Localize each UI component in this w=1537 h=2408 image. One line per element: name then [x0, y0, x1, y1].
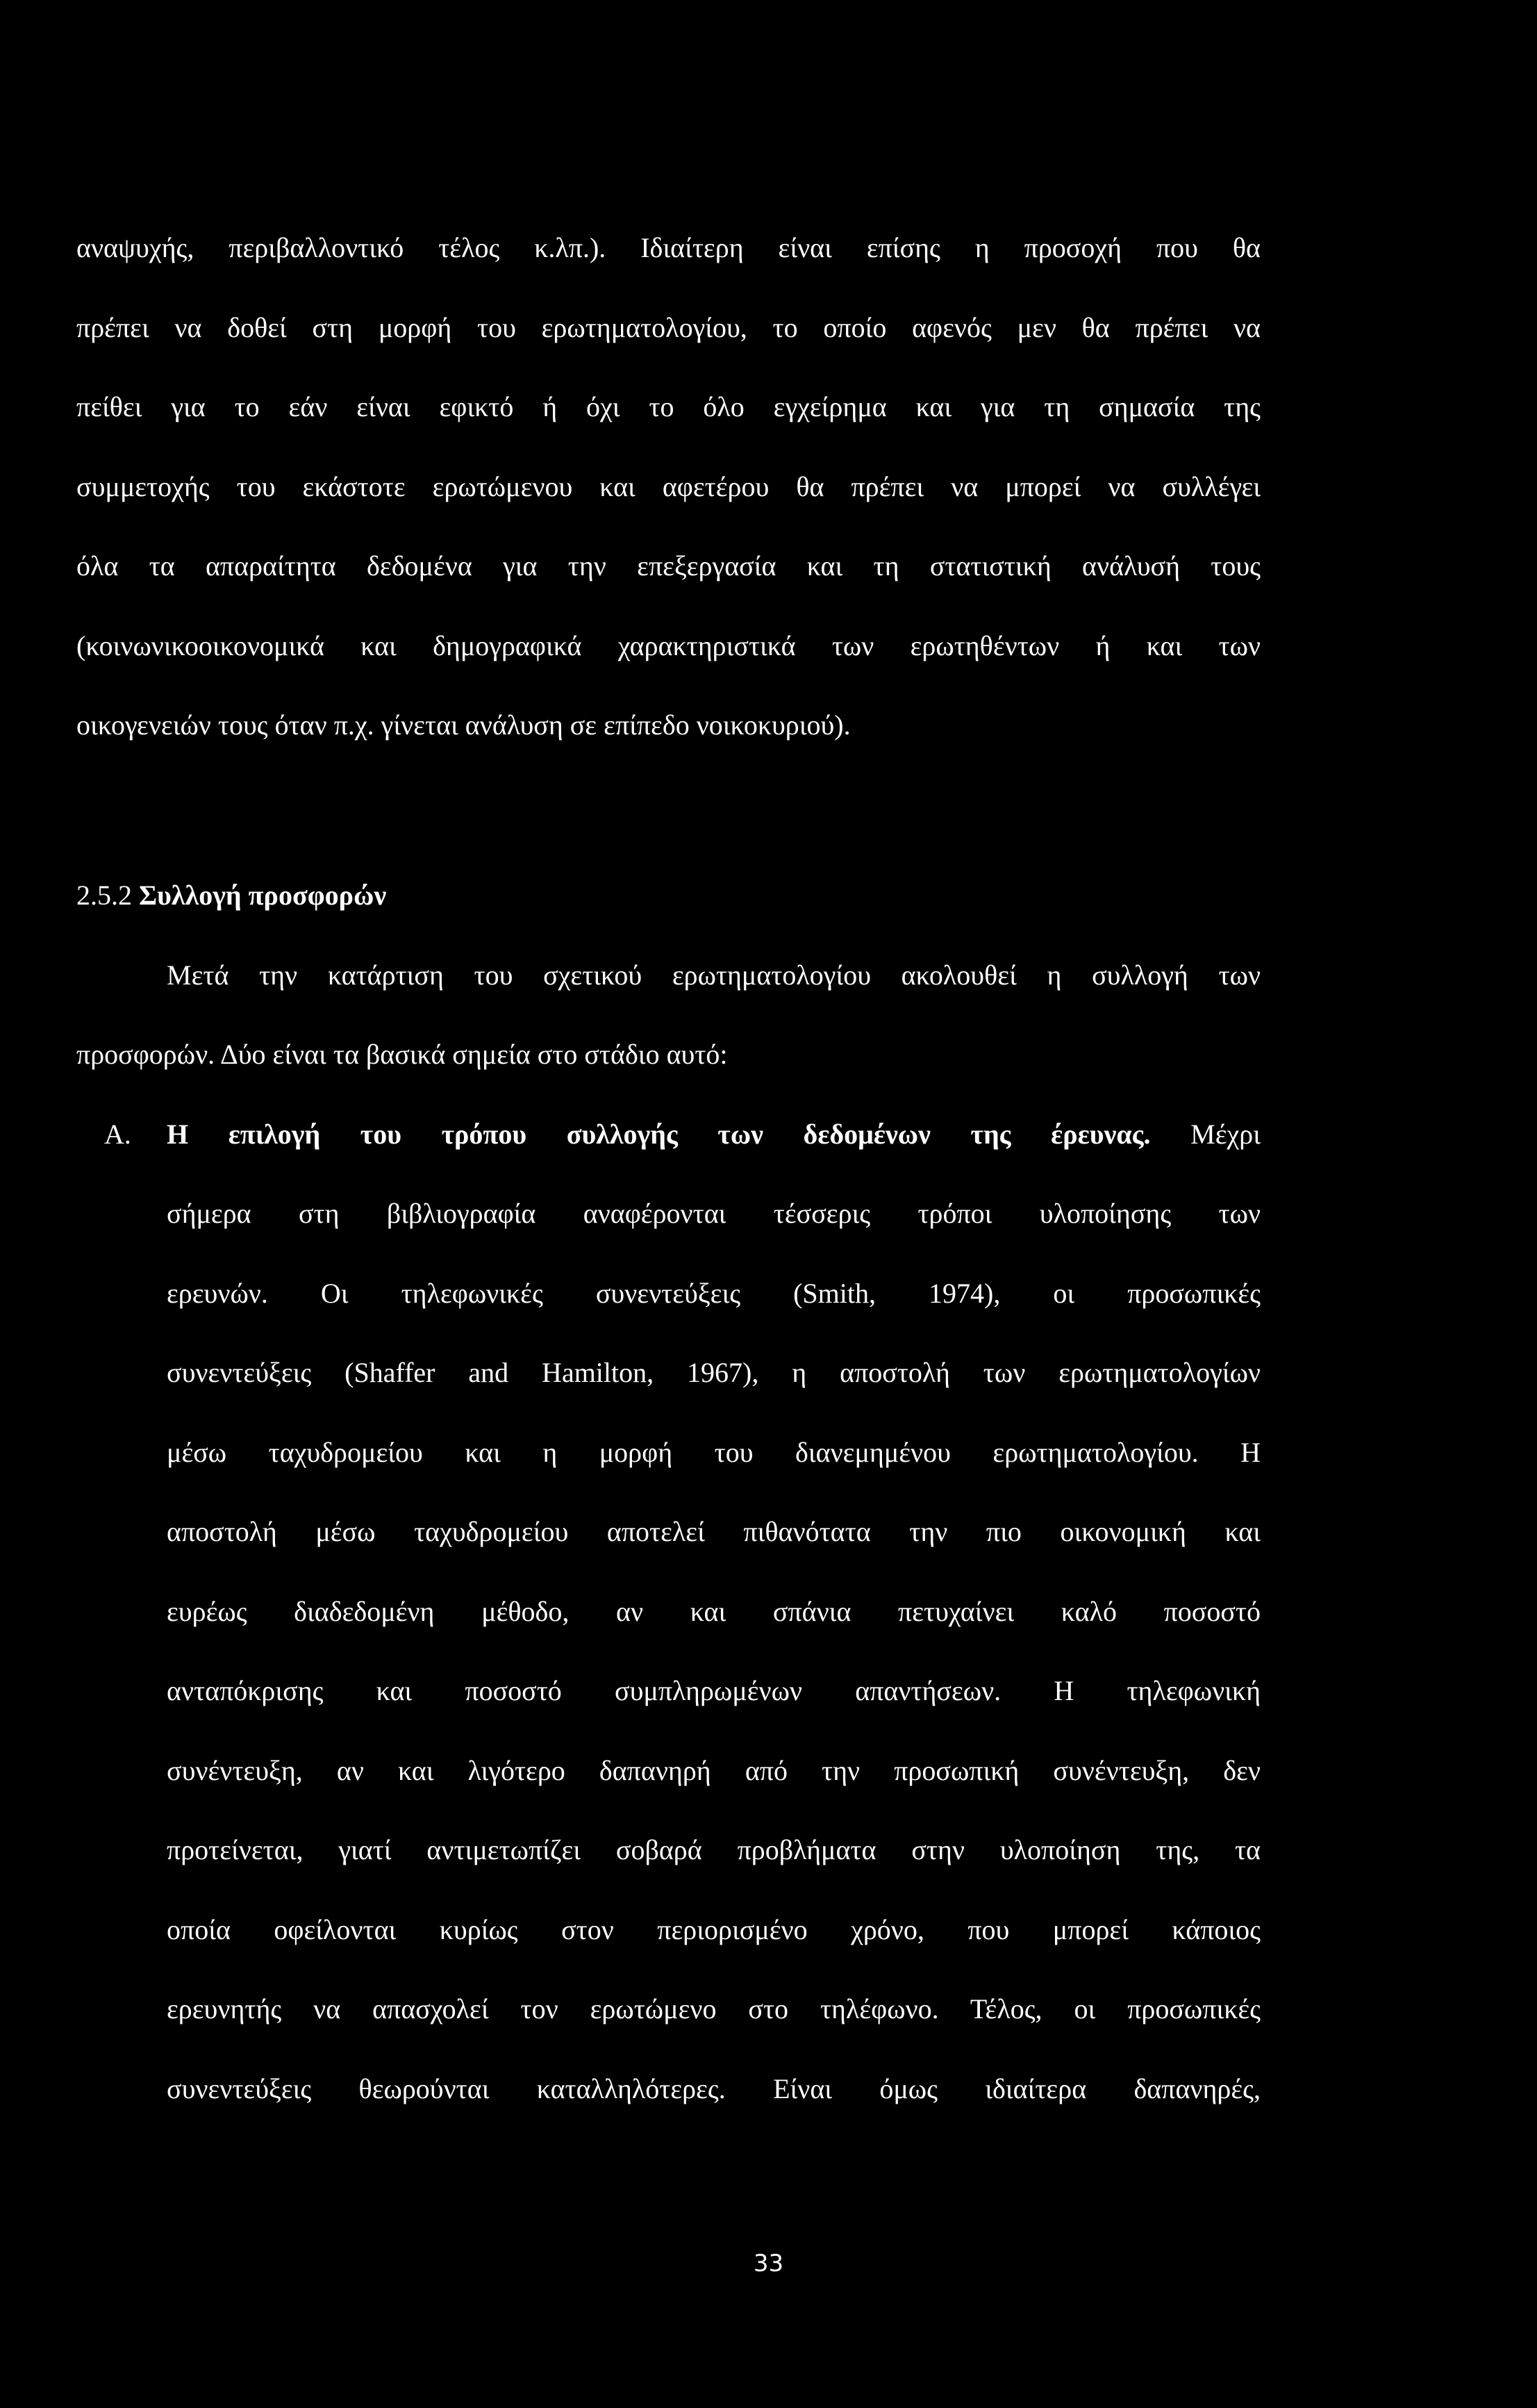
list-item-line: συνεντεύξεις (Shaffer and Hamilton, 1967), η αποστολή των ερωτηματολογίων [167, 1357, 1261, 1388]
list-item-line: ερευνών. Οι τηλεφωνικές συνεντεύξεις (Smith, 1974), οι προσωπικές [167, 1278, 1261, 1309]
list-item-line: ερευνητής να απασχολεί τον ερωτώμενο στο τηλέφωνο. Τέλος, οι προσωπικές [167, 1993, 1261, 2024]
list-item-line: αποστολή μέσω ταχυδρομείου αποτελεί πιθανότατα την πιο οικονομική και [167, 1516, 1261, 1547]
list-item-line: προτείνεται, γιατί αντιμετωπίζει σοβαρά προβλήματα στην υλοποίηση της, τα [167, 1834, 1261, 1865]
paragraph-line: όλα τα απαραίτητα δεδομένα για την επεξεργασία και τη στατιστική ανάλυσή τους [76, 550, 1261, 582]
paragraph-line: Μετά την κατάρτιση του σχετικού ερωτηματολογίου ακολουθεί η συλλογή των [167, 959, 1261, 991]
paragraph-line: (κοινωνικοοικονομικά και δημογραφικά χαρακτηριστικά των ερωτηθέντων ή και των [76, 630, 1261, 661]
list-item-text: Μέχρι [1150, 1119, 1261, 1150]
list-item-line: μέσω ταχυδρομείου και η μορφή του διανεμημένου ερωτηματολογίου. Η [167, 1437, 1261, 1468]
list-item-line: ευρέως διαδεδομένη μέθοδο, αν και σπάνια πετυχαίνει καλό ποσοστό [167, 1596, 1261, 1627]
section-number: 2.5.2 [76, 880, 132, 911]
list-item-line: συνεντεύξεις θεωρούνται καταλληλότερες. Είναι όμως ιδιαίτερα δαπανηρές, [167, 2073, 1261, 2104]
paragraph-line: προσφορών. Δύο είναι τα βασικά σημεία στο στάδιο αυτό: [76, 1039, 728, 1070]
list-item-line: συνέντευξη, αν και λιγότερο δαπανηρή από την προσωπική συνέντευξη, δεν [167, 1755, 1261, 1786]
paragraph-line: οικογενειών τους όταν π.χ. γίνεται ανάλυση σε επίπεδο νοικοκυριού). [76, 709, 851, 741]
page-number: 33 [753, 2250, 784, 2277]
list-item-line: ανταπόκρισης και ποσοστό συμπληρωμένων απαντήσεων. Η τηλεφωνική [167, 1675, 1261, 1706]
list-item-bold-title: Η επιλογή του τρόπου συλλογής των δεδομένων της έρευνας. [167, 1119, 1151, 1150]
list-item-line: σήμερα στη βιβλιογραφία αναφέρονται τέσσερις τρόποι υλοποίησης των [167, 1198, 1261, 1229]
list-item-first-line [167, 1117, 1261, 1152]
paragraph-line: συμμετοχής του εκάστοτε ερωτώμενου και αφετέρου θα πρέπει να μπορεί να συλλέγει [76, 471, 1261, 502]
list-marker: Α. [104, 1119, 131, 1150]
section-title: Συλλογή προσφορών [139, 880, 387, 911]
list-item-line: οποία οφείλονται κυρίως στον περιορισμένο χρόνο, που μπορεί κάποιος [167, 1914, 1261, 1945]
paragraph-line: πείθει για το εάν είναι εφικτό ή όχι το όλο εγχείρημα και για τη σημασία της [76, 391, 1261, 422]
paragraph-line: αναψυχής, περιβαλλοντικό τέλος κ.λπ.). Ιδιαίτερη είναι επίσης η προσοχή που θα [76, 232, 1261, 263]
paragraph-line: πρέπει να δοθεί στη μορφή του ερωτηματολογίου, το οποίο αφενός μεν θα πρέπει να [76, 312, 1261, 343]
section-heading [76, 878, 386, 913]
